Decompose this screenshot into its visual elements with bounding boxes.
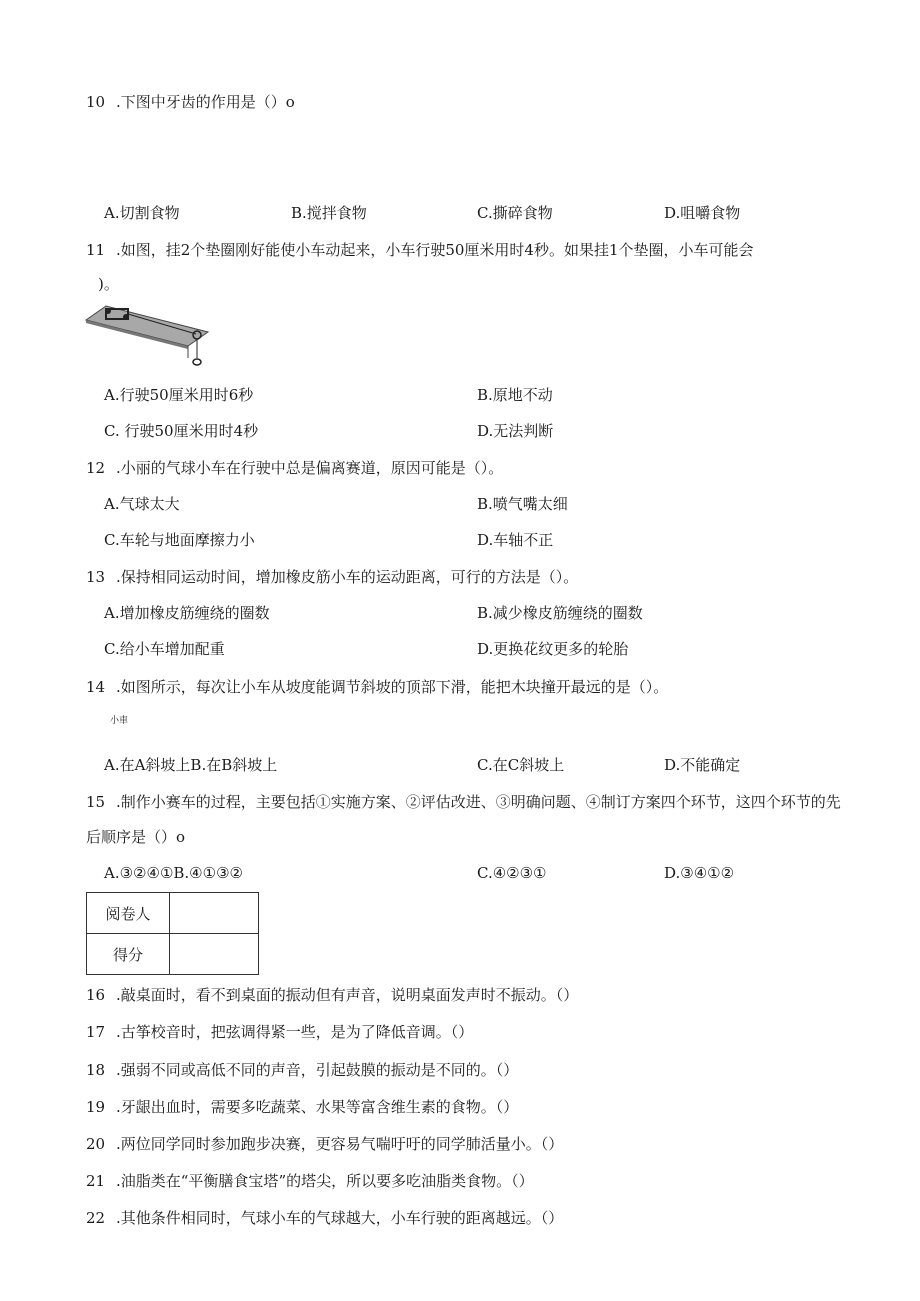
option-d[interactable]: D.③④①② bbox=[664, 864, 735, 882]
option-b[interactable]: B.减少橡皮筋缠绕的圈数 bbox=[477, 604, 643, 622]
question-text: .两位同学同时参加跑步决赛，更容易气喘吁吁的同学肺活量小。（） bbox=[116, 1135, 564, 1153]
question-number: 15 bbox=[86, 793, 106, 811]
question-text: .制作小赛车的过程，主要包括①实施方案、②评估改进、③明确问题、④制订方案四个环节，这四个环节的先 bbox=[116, 793, 841, 811]
question-number: 21 bbox=[86, 1172, 106, 1190]
question-17 bbox=[86, 1022, 473, 1042]
question-continuation: )。 bbox=[98, 275, 119, 293]
question-text: .牙龈出血时，需要多吃蔬菜、水果等富含维生素的食物。（） bbox=[116, 1098, 519, 1116]
option-a[interactable]: A.增加橡皮筋缠绕的圈数 bbox=[104, 604, 270, 622]
question-14 bbox=[86, 677, 668, 697]
question-20 bbox=[86, 1134, 563, 1154]
question-continuation: 后顺序是（）o bbox=[86, 828, 186, 846]
option-a[interactable]: A.气球太大 bbox=[104, 495, 180, 513]
question-number: 17 bbox=[86, 1023, 106, 1041]
option-c[interactable]: C.车轮与地面摩擦力小 bbox=[104, 531, 255, 549]
question-text: .强弱不同或高低不同的声音，引起鼓膜的振动是不同的。（） bbox=[116, 1061, 519, 1079]
question-text: .小丽的气球小车在行驶中总是偏离赛道，原因可能是（）。 bbox=[116, 459, 504, 477]
question-22 bbox=[86, 1208, 563, 1228]
question-number: 20 bbox=[86, 1135, 106, 1153]
question-text: .如图，挂2个垫圈刚好能使小车动起来，小车行驶50厘米用时4秒。如果挂1个垫圈，小车可能会 bbox=[116, 241, 754, 259]
question-number: 10 bbox=[86, 93, 106, 111]
question-19 bbox=[86, 1097, 518, 1117]
question-12 bbox=[86, 458, 503, 478]
question-15 bbox=[86, 792, 841, 812]
option-d[interactable]: D.不能确定 bbox=[664, 756, 741, 774]
question-13 bbox=[86, 567, 578, 587]
question-16 bbox=[86, 985, 578, 1005]
question-11 bbox=[86, 240, 754, 260]
score-field[interactable] bbox=[170, 934, 259, 975]
option-c[interactable]: C.在C斜坡上 bbox=[477, 756, 565, 774]
question-number: 18 bbox=[86, 1061, 106, 1079]
question-text: .如图所示，每次让小车从坡度能调节斜坡的顶部下滑，能把木块撞开最远的是（）。 bbox=[116, 678, 669, 696]
question-text: .下图中牙齿的作用是（）o bbox=[116, 93, 295, 111]
option-ab[interactable]: A.在A斜坡上B.在B斜坡上 bbox=[104, 756, 278, 774]
figure-label: 小車 bbox=[110, 716, 129, 726]
question-21 bbox=[86, 1171, 534, 1191]
question-text: .油脂类在“平衡膳食宝塔”的塔尖，所以要多吃油脂类食物。（） bbox=[116, 1172, 534, 1190]
reviewer-field[interactable] bbox=[170, 893, 259, 934]
option-b[interactable]: B.搅拌食物 bbox=[291, 204, 367, 222]
question-text: .其他条件相同时，气球小车的气球越大，小车行驶的距离越远。（） bbox=[116, 1209, 564, 1227]
option-c[interactable]: C. 行驶50厘米用时4秒 bbox=[104, 422, 259, 440]
option-c[interactable]: C.给小车增加配重 bbox=[104, 640, 225, 658]
question-number: 14 bbox=[86, 678, 106, 696]
question-number: 22 bbox=[86, 1209, 106, 1227]
question-number: 13 bbox=[86, 568, 106, 586]
option-d[interactable]: D.更换花纹更多的轮胎 bbox=[477, 640, 629, 658]
question-10 bbox=[86, 92, 295, 112]
option-c[interactable]: C.④②③① bbox=[477, 864, 547, 882]
option-d[interactable]: D.无法判断 bbox=[477, 422, 554, 440]
option-b[interactable]: B.原地不动 bbox=[477, 386, 553, 404]
option-a[interactable]: A.切割食物 bbox=[104, 204, 180, 222]
option-d[interactable]: D.车轴不正 bbox=[477, 531, 554, 549]
question-text: .敲桌面时，看不到桌面的振动但有声音，说明桌面发声时不振动。（） bbox=[116, 986, 579, 1004]
question-number: 11 bbox=[86, 241, 106, 259]
question-number: 19 bbox=[86, 1098, 106, 1116]
option-b[interactable]: B.喷气嘴太细 bbox=[477, 495, 568, 513]
option-ab[interactable]: A.③②④①B.④①③② bbox=[104, 864, 243, 882]
score-label: 得分 bbox=[87, 934, 170, 975]
option-d[interactable]: D.咀嚼食物 bbox=[664, 204, 741, 222]
score-table bbox=[86, 892, 259, 975]
option-c[interactable]: C.撕碎食物 bbox=[477, 204, 553, 222]
cart-pulley-figure bbox=[84, 302, 214, 372]
question-number: 16 bbox=[86, 986, 106, 1004]
reviewer-label: 阅卷人 bbox=[87, 893, 170, 934]
option-a[interactable]: A.行驶50厘米用时6秒 bbox=[104, 386, 254, 404]
question-text: .保持相同运动时间，增加橡皮筋小车的运动距离，可行的方法是（）。 bbox=[116, 568, 579, 586]
question-number: 12 bbox=[86, 459, 106, 477]
question-18 bbox=[86, 1060, 518, 1080]
question-text: .古筝校音时，把弦调得紧一些，是为了降低音调。（） bbox=[116, 1023, 474, 1041]
